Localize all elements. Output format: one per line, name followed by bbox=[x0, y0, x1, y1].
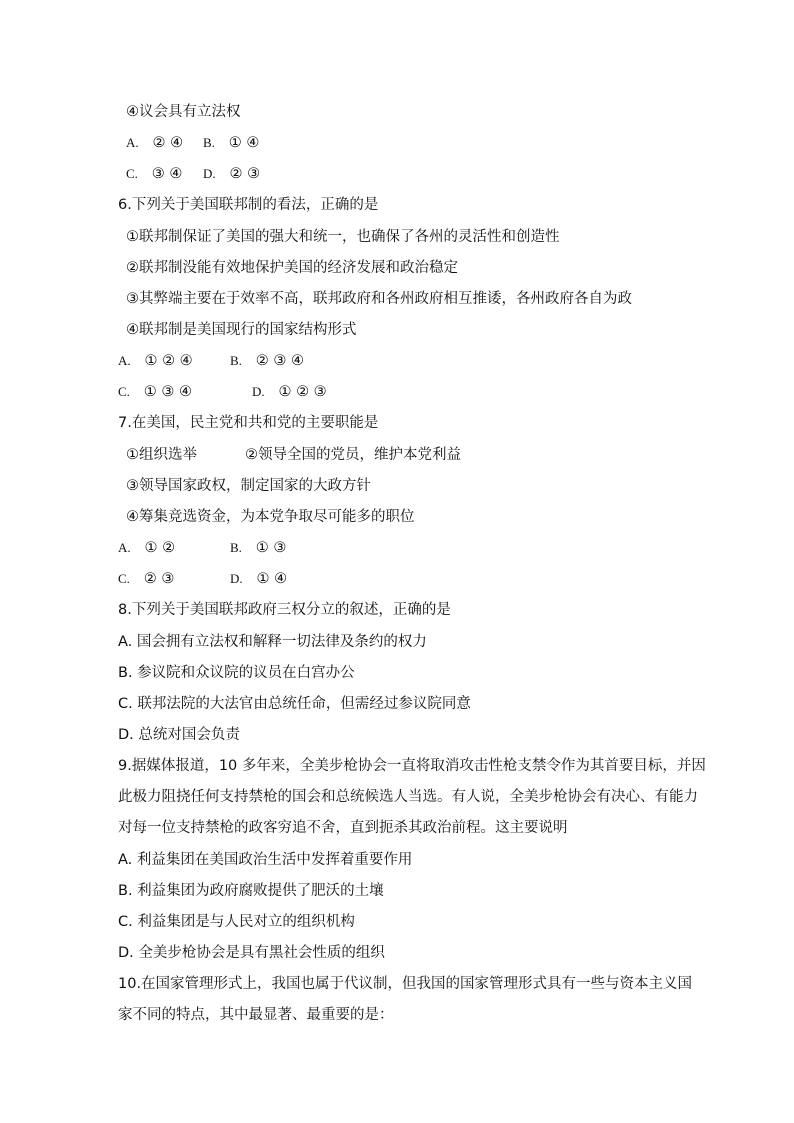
q9-choice-d: D. 全美步枪协会是具有黑社会性质的组织 bbox=[118, 945, 385, 961]
q8-stem: 8.下列关于美国联邦政府三权分立的叙述，正确的是 bbox=[118, 602, 451, 618]
q5-option-d: D. ② ③ bbox=[203, 166, 261, 182]
q6-option-c: C. ① ③ ④ bbox=[118, 384, 192, 400]
q8-choice-b: B. 参议院和众议院的议员在白宫办公 bbox=[118, 665, 355, 681]
q8-choice-c: C. 联邦法院的大法官由总统任命，但需经过参议院同意 bbox=[118, 696, 471, 712]
q7-option-d: D. ① ④ bbox=[230, 571, 288, 587]
q6-option-b: B. ② ③ ④ bbox=[230, 353, 304, 369]
q6-option-d: D. ① ② ③ bbox=[252, 384, 327, 400]
q6-stem: 6.下列关于美国联邦制的看法，正确的是 bbox=[118, 197, 379, 213]
q8-choice-d: D. 总统对国会负责 bbox=[118, 727, 240, 743]
q7-option-a: A. ① ② bbox=[118, 540, 176, 556]
q10-stem-line-1: 10.在国家管理形式上，我国也属于代议制，但我国的国家管理形式具有一些与资本主义国 bbox=[118, 976, 693, 992]
q10-stem-line-2: 家不同的特点，其中最显著、最重要的是： bbox=[118, 1007, 394, 1023]
q5-option-a: A. ② ④ bbox=[126, 135, 184, 151]
q8-choice-a: A. 国会拥有立法权和解释一切法律及条约的权力 bbox=[118, 634, 427, 650]
q7-item-4: ④筹集竞选资金，为本党争取尽可能多的职位 bbox=[126, 509, 415, 525]
q6-item-1: ①联邦制保证了美国的强大和统一，也确保了各州的灵活性和创造性 bbox=[126, 229, 560, 245]
q5-item-4: ④议会具有立法权 bbox=[126, 104, 241, 120]
q7-item-1: ①组织选举 bbox=[126, 447, 197, 463]
q6-item-3: ③其弊端主要在于效率不高，联邦政府和各州政府相互推诿，各州政府各自为政 bbox=[126, 291, 632, 307]
q9-stem-line-3: 对每一位支持禁枪的政客穷追不舍，直到扼杀其政治前程。这主要说明 bbox=[118, 820, 568, 836]
q9-choice-a: A. 利益集团在美国政治生活中发挥着重要作用 bbox=[118, 852, 413, 868]
q6-item-4: ④联邦制是美国现行的国家结构形式 bbox=[126, 322, 357, 338]
q5-option-b: B. ① ④ bbox=[203, 135, 260, 151]
q7-option-b: B. ① ③ bbox=[230, 540, 287, 556]
q9-choice-b: B. 利益集团为政府腐败提供了肥沃的土壤 bbox=[118, 883, 384, 899]
q9-stem-line-1: 9.据媒体报道，10 多年来，全美步枪协会一直将取消攻击性枪支禁令作为其首要目标，并因 bbox=[118, 758, 706, 774]
q7-item-2: ②领导全国的党员，维护本党利益 bbox=[245, 447, 461, 463]
q7-option-c: C. ② ③ bbox=[118, 571, 175, 587]
q6-item-2: ②联邦制没能有效地保护美国的经济发展和政治稳定 bbox=[126, 260, 458, 276]
q9-stem-line-2: 此极力阻挠任何支持禁枪的国会和总统候选人当选。有人说，全美步枪协会有决心、有能力 bbox=[118, 789, 698, 805]
q5-option-c: C. ③ ④ bbox=[126, 166, 183, 182]
q7-stem: 7.在美国，民主党和共和党的主要职能是 bbox=[118, 415, 379, 431]
q6-option-a: A. ① ② ④ bbox=[118, 353, 193, 369]
q7-item-3: ③领导国家政权，制定国家的大政方针 bbox=[126, 478, 371, 494]
q9-choice-c: C. 利益集团是与人民对立的组织机构 bbox=[118, 914, 355, 930]
